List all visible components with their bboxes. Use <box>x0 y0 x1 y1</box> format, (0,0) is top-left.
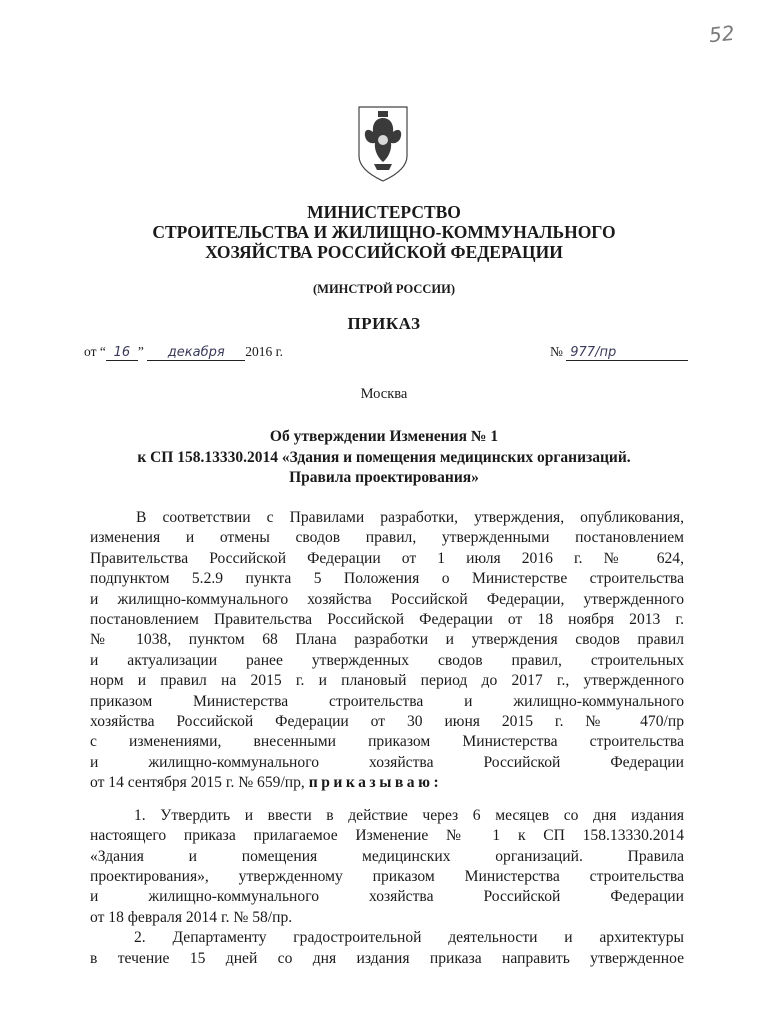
coat-of-arms-emblem <box>356 104 410 184</box>
city: Москва <box>360 386 408 402</box>
item1-line: настоящего приказа прилагаемое Изменение № 1 к СП 158.13330.2014 <box>90 827 684 845</box>
preamble-line: подпунктом 5.2.9 пункта 5 Положения о Министерстве строительства <box>90 570 684 588</box>
preamble-final-line <box>90 773 684 793</box>
item1-line: 1. Утвердить и ввести в действие через 6 месяцев со дня издания <box>134 806 684 824</box>
preamble-line: Правительства Российской Федерации от 1 июля 2016 г. № 624, <box>90 549 684 567</box>
date-day: 16 <box>106 345 138 361</box>
ministry-line: МИНИСТЕРСТВО <box>307 202 461 222</box>
item1-line: «Здания и помещения медицинских организаций. Правила <box>90 847 684 865</box>
date-prefix: от <box>84 344 97 359</box>
subject-line: Об утверждении Изменения № 1 <box>269 428 499 445</box>
item1-line: и жилищно-коммунального хозяйства Российской Федерации <box>90 888 684 906</box>
preamble-line: хозяйства Российской Федерации от 30 июня 2015 г. № 470/пр <box>90 713 684 731</box>
subject-line: к СП 158.13330.2014 «Здания и помещения медицинских организаций. <box>137 448 631 466</box>
item2-line: 2. Департаменту градостроительной деятельности и архитектуры <box>134 929 684 947</box>
order-date: от “ 16 ” декабря 2016 г. <box>84 344 283 360</box>
preamble-line: и жилищно-коммунального хозяйства Российской Федерации <box>90 753 684 771</box>
preamble-line: и жилищно-коммунального хозяйства Российской Федерации, утвержденного <box>90 590 684 608</box>
preamble-line: и актуализации ранее утвержденных сводов правил, строительных <box>90 651 684 669</box>
preamble-line: постановлением Правительства Российской Федерации от 18 ноября 2013 г. <box>90 611 684 629</box>
preamble-line: изменения и отмены сводов правил, утвержденными постановлением <box>90 529 684 547</box>
date-month: декабря <box>147 345 245 361</box>
preamble-line: № 1038, пунктом 68 Плана разработки и утверждения сводов правил <box>90 631 684 649</box>
preamble-line: норм и правил на 2015 г. и плановый период до 2017 г., утвержденного <box>90 672 684 690</box>
ministry-name <box>0 202 768 262</box>
ministry-line: ХОЗЯЙСТВА РОССИЙСКОЙ ФЕДЕРАЦИИ <box>205 242 563 262</box>
order-subject <box>0 427 768 489</box>
order-number <box>550 344 688 361</box>
ministry-abbreviation: (МИНСТРОЙ РОССИИ) <box>312 282 455 296</box>
ministry-line: СТРОИТЕЛЬСТВА И ЖИЛИЩНО-КОММУНАЛЬНОГО <box>152 222 616 242</box>
preamble-last: от 14 сентября 2015 г. № 659/пр, <box>90 774 305 792</box>
handwritten-page-number: 52 <box>707 20 736 48</box>
preamble-line: с изменениями, внесенными приказом Министерства строительства <box>90 733 684 751</box>
number-value: 977/пр <box>566 345 688 361</box>
date-year: 2016 г. <box>245 344 283 359</box>
preamble-line: В соответствии с Правилами разработки, утверждения, опубликования, <box>136 509 684 526</box>
number-prefix: № <box>550 344 563 359</box>
item1-line: проектирования», утвержденному приказом Министерства строительства <box>90 867 684 885</box>
preamble-line: приказом Министерства строительства и жилищно-коммунального <box>90 692 684 710</box>
document-type: ПРИКАЗ <box>347 314 421 333</box>
item2-line: в течение 15 дней со дня издания приказа направить утвержденное <box>90 949 684 967</box>
order-word: приказываю: <box>308 774 443 792</box>
item1-line: от 18 февраля 2014 г. № 58/пр. <box>90 908 293 926</box>
subject-line: Правила проектирования» <box>289 469 479 486</box>
document-body <box>90 508 684 969</box>
